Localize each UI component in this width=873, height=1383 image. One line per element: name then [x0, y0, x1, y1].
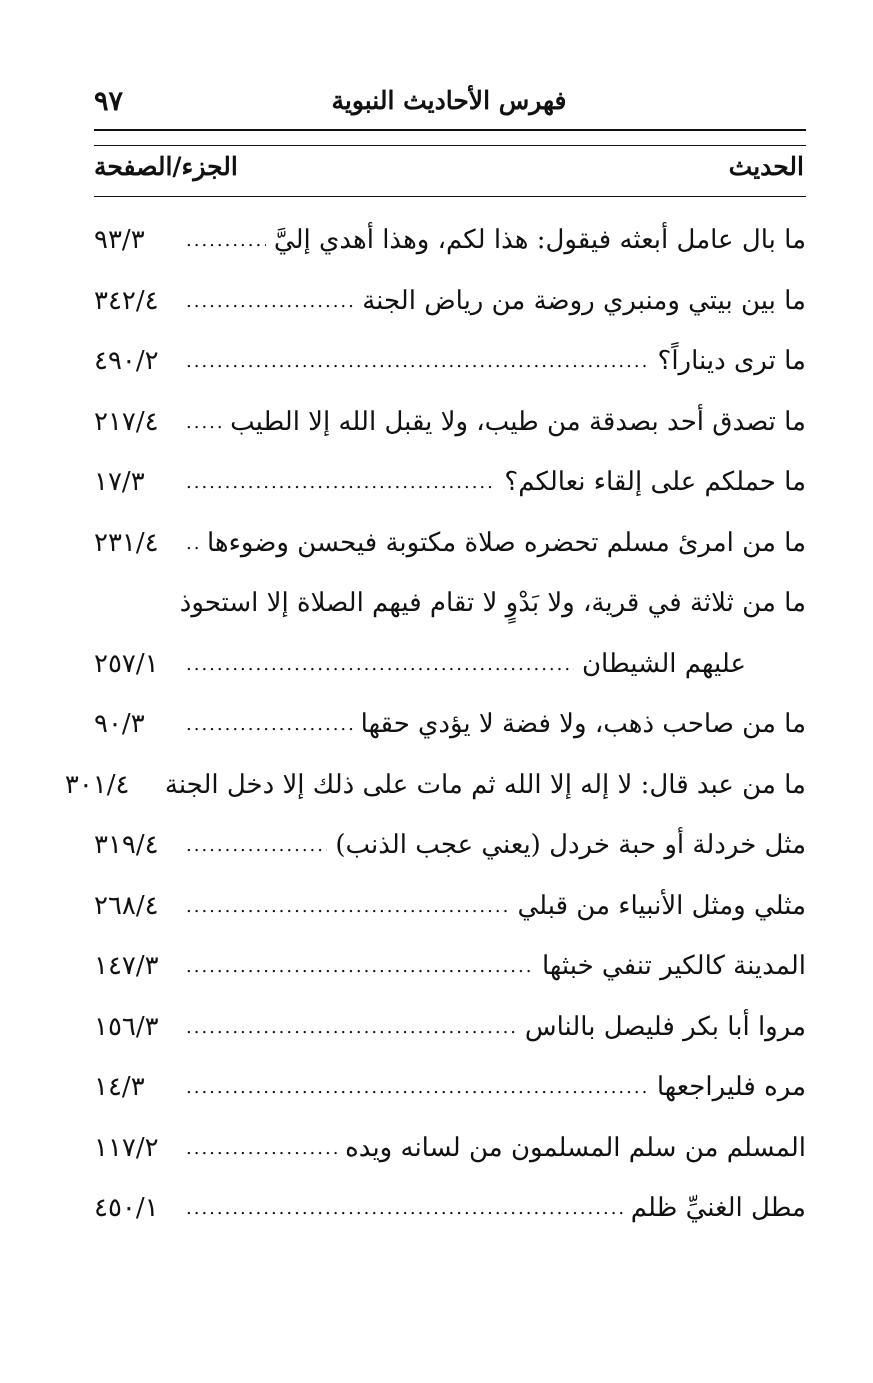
entry-text: ما ترى ديناراً؟ [657, 346, 806, 377]
dot-leader [186, 1074, 649, 1100]
entry-reference: ٢١٧/٤ [94, 406, 159, 437]
entry-reference: ٩٣/٣ [94, 225, 145, 256]
index-entry [94, 876, 806, 937]
dot-leader [186, 953, 534, 979]
entry-text: المدينة كالكير تنفي خبثها [542, 951, 806, 982]
index-entry [94, 210, 806, 271]
entry-reference: ١٧/٣ [94, 467, 145, 498]
index-entry [94, 392, 806, 453]
header-rule-thin [94, 145, 806, 146]
entry-text: ما بين بيتي ومنبري روضة من رياض الجنة [362, 285, 806, 316]
dot-leader [186, 348, 650, 374]
dot-leader [186, 1195, 623, 1221]
index-entry-continuation [94, 634, 806, 695]
dot-leader [186, 1135, 337, 1161]
entry-text: مره فليراجعها [656, 1072, 806, 1103]
entry-text: ما تصدق أحد بصدقة من طيب، ولا يقبل الله إلا الطيب [230, 406, 806, 437]
dot-leader [186, 651, 574, 677]
entry-reference: ٢٦٨/٤ [94, 890, 159, 921]
column-header-rule [94, 196, 806, 197]
dot-leader [186, 832, 327, 858]
column-headers [94, 152, 804, 192]
entry-reference: ١٥٦/٣ [94, 1011, 159, 1042]
index-entry [94, 815, 806, 876]
index-entry [94, 271, 806, 332]
dot-leader [186, 288, 354, 314]
entry-text: ما بال عامل أبعثه فيقول: هذا لكم، وهذا أهدي إليَّ [273, 225, 806, 256]
entry-text: المسلم من سلم المسلمون من لسانه ويده [345, 1132, 806, 1163]
dot-leader [186, 1014, 517, 1040]
entry-reference: ٣١٩/٤ [94, 830, 159, 861]
index-entry [94, 573, 806, 634]
running-title: فهرس الأحاديث النبوية [331, 86, 567, 115]
entry-text: ما حملكم على إلقاء نعالكم؟ [504, 467, 806, 498]
entry-text: عليهم الشيطان [581, 648, 746, 679]
entry-reference: ٢٥٧/١ [94, 648, 159, 679]
index-entry [94, 694, 806, 755]
entry-text: ما من عبد قال: لا إله إلا الله ثم مات على ذلك إلا دخل الجنة [164, 769, 806, 800]
entry-reference: ٩٠/٣ [94, 709, 145, 740]
index-entry [94, 513, 806, 574]
column-header-hadith: الحديث [728, 152, 804, 181]
index-entry [64, 755, 806, 816]
header-rule-thick [94, 129, 806, 131]
entry-reference: ٣٤٢/٤ [94, 285, 159, 316]
page-number: ٩٧ [94, 86, 124, 117]
index-entry [94, 331, 806, 392]
dot-leader [186, 893, 509, 919]
entry-text: ما من امرئ مسلم تحضره صلاة مكتوبة فيحسن وضوءها [206, 527, 806, 558]
entry-reference: ١٤٧/٣ [94, 951, 159, 982]
index-entry [94, 936, 806, 997]
entry-reference: ١٤/٣ [94, 1072, 145, 1103]
entry-text: مثلي ومثل الأنبياء من قبلي [517, 890, 806, 921]
entry-text: مطل الغنيِّ ظلم [630, 1193, 806, 1224]
entry-text: مروا أبا بكر فليصل بالناس [524, 1011, 806, 1042]
dot-leader [186, 711, 353, 737]
dot-leader [186, 227, 266, 253]
entry-text: ما من صاحب ذهب، ولا فضة لا يؤدي حقها [360, 709, 806, 740]
entry-reference: ٤٩٠/٢ [94, 346, 159, 377]
entry-reference: ٣٠١/٤ [64, 769, 130, 800]
index-entries [64, 210, 806, 1239]
entry-reference: ١١٧/٢ [94, 1132, 159, 1163]
entry-reference: ٢٣١/٤ [94, 527, 159, 558]
running-head [94, 86, 804, 126]
dot-leader [186, 409, 222, 435]
index-entry [94, 997, 806, 1058]
entry-text: مثل خردلة أو حبة خردل (يعني عجب الذنب) [335, 830, 806, 861]
column-header-reference: الجزء/الصفحة [94, 152, 238, 181]
dot-leader [186, 530, 199, 556]
index-entry [94, 1178, 806, 1239]
index-entry [94, 452, 806, 513]
index-entry [94, 1118, 806, 1179]
index-entry [94, 1057, 806, 1118]
dot-leader [186, 469, 496, 495]
entry-reference: ٤٥٠/١ [94, 1193, 159, 1224]
entry-text: ما من ثلاثة في قرية، ولا بَدْوٍ لا تقام فيهم الصلاة إلا استحوذ [179, 588, 806, 619]
